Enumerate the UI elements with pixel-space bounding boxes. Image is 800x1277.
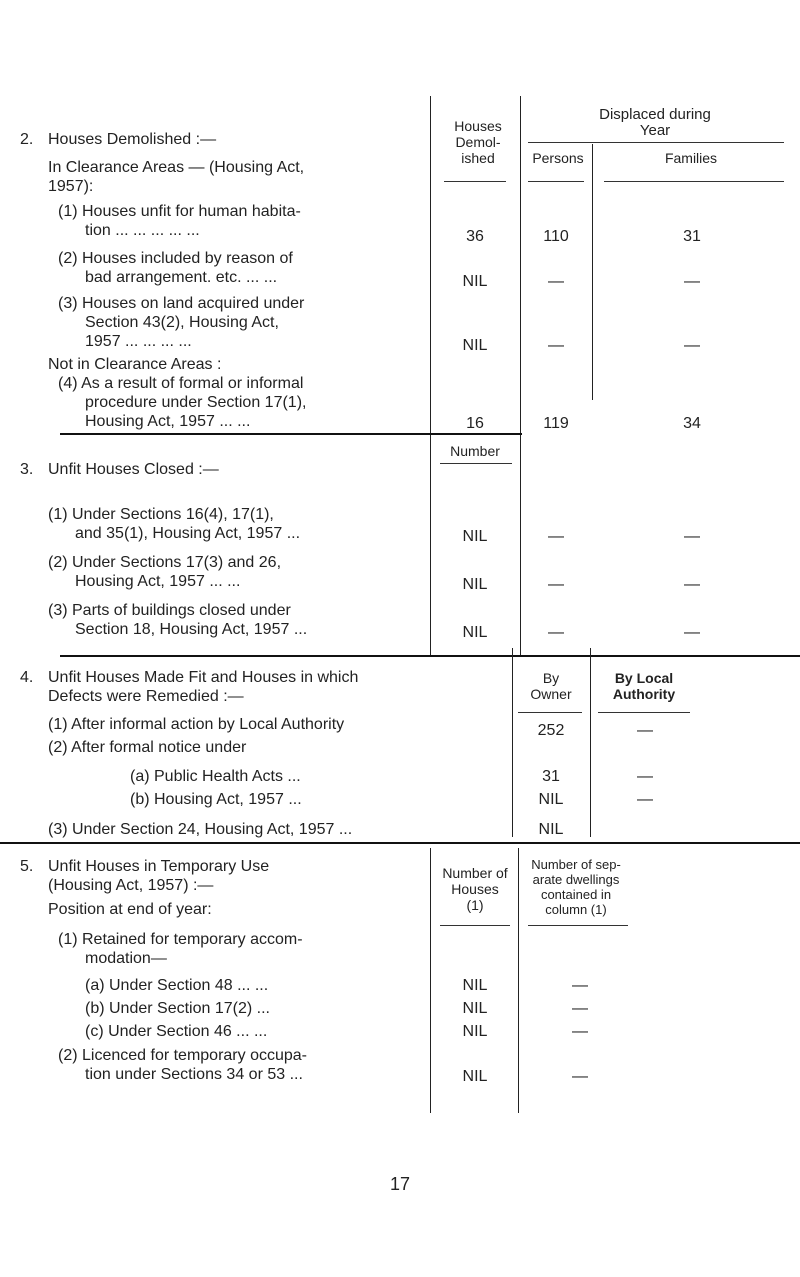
by-owner-header: By Owner <box>530 670 572 702</box>
divider <box>60 433 522 435</box>
section-number: 5. <box>20 858 34 875</box>
clearance-heading: In Clearance Areas — (Housing Act, <box>48 159 305 176</box>
clearance-heading-year: 1957): <box>48 178 94 195</box>
section-title: Unfit Houses Made Fit and Houses in which <box>48 669 359 686</box>
formal-notice-heading: (2) After formal notice under <box>48 739 247 756</box>
page-number: 17 <box>389 1174 411 1194</box>
section-number: 4. <box>20 669 34 686</box>
section-title: Houses Demolished :— <box>48 131 217 148</box>
section-title: Unfit Houses in Temporary Use <box>48 858 270 875</box>
position-heading: Position at end of year: <box>48 901 212 918</box>
section-number: 3. <box>20 461 34 478</box>
not-clearance-heading: Not in Clearance Areas : <box>48 356 222 373</box>
houses-demolished-header: Houses Demol- ished <box>454 118 502 166</box>
families-header: Families <box>664 150 718 166</box>
divider <box>60 655 800 657</box>
section-title: Unfit Houses Closed :— <box>48 461 219 478</box>
number-header: Number <box>450 443 500 459</box>
divider <box>0 842 800 844</box>
displaced-header: Displaced during Year <box>599 106 711 139</box>
persons-header: Persons <box>532 150 584 166</box>
section-number: 2. <box>20 131 34 148</box>
separate-dwellings-header: Number of sep- arate dwellings contained in column (1) <box>531 857 621 917</box>
by-local-authority-header: By Local Authority <box>612 670 676 702</box>
number-of-houses-header: Number of Houses (1) <box>442 865 508 913</box>
